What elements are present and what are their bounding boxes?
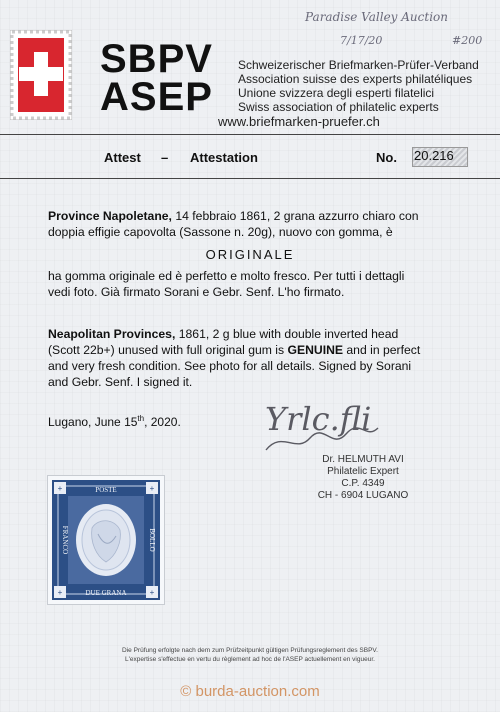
handwritten-note: Paradise Valley Auction: [305, 10, 448, 24]
expert-title: Philatelic Expert: [327, 466, 399, 477]
svg-text:+: +: [57, 588, 63, 597]
attestation-label: Attestation: [190, 150, 258, 165]
place-date-year: , 2020.: [144, 415, 181, 429]
english-line-2b: and in perfect: [343, 343, 421, 357]
stamp-right-text: BOLLO: [148, 528, 156, 552]
handwritten-price: #200: [452, 34, 483, 47]
certificate-number: 20.216: [414, 148, 454, 163]
svg-text:+: +: [149, 484, 155, 493]
english-line-3: and very fresh condition. See photo for all details. Signed by Sorani: [48, 359, 412, 373]
header-divider: [0, 134, 500, 135]
stamp-left-text: FRANCO: [61, 525, 69, 555]
svg-text:+: +: [149, 588, 155, 597]
handwritten-signature: Yrlc.fli: [265, 400, 372, 438]
english-lead: Neapolitan Provinces,: [48, 327, 176, 341]
attest-dash: –: [161, 150, 169, 165]
brand-logo-text: [100, 37, 213, 119]
english-description: [48, 326, 448, 390]
footer-regulations: [0, 646, 500, 664]
website-link[interactable]: www.briefmarken-pruefer.ch: [218, 114, 380, 129]
stamp-bottom-text: DUE GRANA: [85, 589, 127, 597]
italian-line-4: vedi foto. Già firmato Sorani e Gebr. Senf. L'ho firmato.: [48, 285, 345, 299]
sbpv-logo-icon: [10, 30, 72, 120]
expert-stamp: [296, 454, 430, 502]
brand-line-1: SBPV: [100, 37, 213, 81]
italian-lead: Province Napoletane,: [48, 209, 172, 223]
assoc-de: Schweizerischer Briefmarken-Prüfer-Verband: [238, 58, 479, 72]
italian-line-3: ha gomma originale ed è perfetto e molto fresco. Per tutti i dettagli: [48, 269, 405, 283]
stamp-image-icon: [48, 476, 164, 604]
place-date: [48, 414, 181, 429]
footer-line-fr: L'expertise s'effectue en vertu du règlement ad hoc de l'ASEP actuellement en vigueur.: [125, 656, 375, 663]
attest-label: Attest: [104, 150, 141, 165]
assoc-fr: Association suisse des experts philatéliques: [238, 72, 473, 86]
italian-description: [48, 208, 448, 240]
italian-line-2: doppia effigie capovolta (Sassone n. 20g), nuovo con gomma, è: [48, 225, 393, 239]
verdict-originale: ORIGINALE: [205, 247, 295, 262]
handwritten-date: 7/17/20: [340, 34, 383, 47]
place-date-main: Lugano, June 15: [48, 415, 138, 429]
expert-cp: C.P. 4349: [341, 478, 385, 489]
stamp-photo: [48, 476, 164, 604]
brand-line-2: ASEP: [100, 75, 213, 119]
association-names: [238, 58, 479, 114]
footer-line-de: Die Prüfung erfolgte nach dem zum Prüfzeitpunkt gültigen Prüfungsreglement des SBPV.: [122, 647, 378, 654]
number-label: No.: [376, 150, 397, 165]
genuine-verdict: GENUINE: [287, 343, 344, 357]
attest-divider: [0, 178, 500, 179]
expert-name: Dr. HELMUTH AVI: [322, 454, 404, 465]
italian-line-1: 14 febbraio 1861, 2 grana azzurro chiaro con: [171, 209, 419, 223]
stamp-top-text: POSTE: [95, 486, 117, 494]
place-date-sup: th: [137, 414, 145, 423]
assoc-en: Swiss association of philatelic experts: [238, 100, 439, 114]
expert-city: CH - 6904 LUGANO: [317, 490, 409, 501]
english-line-2a: (Scott 22b+) unused with full original gum is: [48, 343, 288, 357]
assoc-it: Unione svizzera degli esperti filatelici: [238, 86, 435, 100]
watermark-text: © burda-auction.com: [180, 683, 320, 700]
svg-text:+: +: [57, 484, 63, 493]
italian-condition: [48, 268, 448, 300]
english-line-1: 1861, 2 g blue with double inverted head: [175, 327, 399, 341]
english-line-4: and Gebr. Senf. I signed it.: [48, 375, 193, 389]
